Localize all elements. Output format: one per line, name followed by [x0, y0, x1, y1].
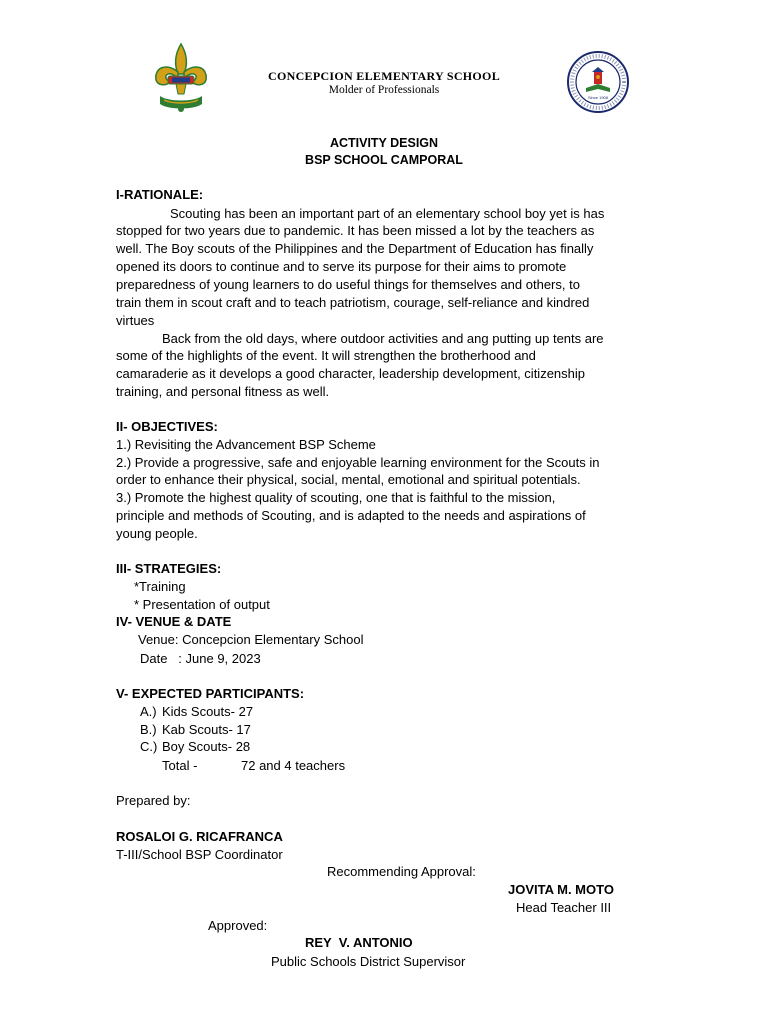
preparer-name: ROSALOI G. RICAFRANCA — [116, 829, 283, 844]
recommender-name: JOVITA M. MOTO — [508, 882, 614, 897]
school-seal-logo — [566, 50, 630, 114]
rationale-heading: I-RATIONALE: — [116, 187, 204, 202]
objectives-heading: II- OBJECTIVES: — [116, 419, 218, 434]
rationale-line: Scouting has been an important part of an elementary school boy yet is has — [170, 206, 605, 221]
rationale-line: opened its doors to continue and to serve its purpose for their aims to promote — [116, 259, 567, 274]
recommending-approval-label: Recommending Approval: — [327, 864, 476, 879]
rationale-line: camaraderie as it develops a good character, leadership development, citizenship — [116, 366, 585, 381]
objective-line: young people. — [116, 526, 198, 541]
venue-line: Venue: Concepcion Elementary School — [138, 632, 364, 647]
objective-line: principle and methods of Scouting, and is adapted to the needs and aspirations of — [116, 508, 586, 523]
document-subtitle: BSP SCHOOL CAMPORAL — [305, 153, 463, 167]
participants-heading: V- EXPECTED PARTICIPANTS: — [116, 686, 305, 701]
rationale-line: training, and personal fitness as well. — [116, 384, 330, 399]
total-label: Total - — [162, 758, 198, 773]
svg-text:Since 1908: Since 1908 — [587, 95, 609, 100]
rationale-line: some of the highlights of the event. It will strengthen the brotherhood and — [116, 348, 536, 363]
participant-item: Kab Scouts- 17 — [162, 722, 251, 737]
strategy-item: * Presentation of output — [134, 597, 270, 612]
strategy-item: *Training — [134, 579, 186, 594]
rationale-line: preparedness of young learners to do useful things for themselves and others, to — [116, 277, 580, 292]
school-motto: Molder of Professionals — [328, 84, 440, 96]
rationale-line: well. The Boy scouts of the Philippines and the Department of Education has finally — [116, 241, 594, 256]
approver-name: REY V. ANTONIO — [305, 935, 413, 950]
rationale-line: train them in scout craft and to teach patriotism, courage, self-reliance and kindred — [116, 295, 590, 310]
approver-title: Public Schools District Supervisor — [271, 954, 466, 969]
school-name: CONCEPCION ELEMENTARY SCHOOL — [268, 69, 500, 83]
participant-item: Boy Scouts- 28 — [162, 739, 251, 754]
preparer-title: T-III/School BSP Coordinator — [116, 847, 283, 862]
recommender-title: Head Teacher III — [516, 900, 612, 915]
participant-item: Kids Scouts- 27 — [162, 704, 254, 719]
objective-line: 1.) Revisiting the Advancement BSP Scheme — [116, 437, 376, 452]
objective-line: 2.) Provide a progressive, safe and enjoyable learning environment for the Scouts in — [116, 455, 600, 470]
prepared-by-label: Prepared by: — [116, 793, 191, 808]
total-value: 72 and 4 teachers — [241, 758, 346, 773]
date-line: Date : June 9, 2023 — [140, 651, 261, 666]
rationale-line: virtues — [116, 313, 155, 328]
strategies-heading: III- STRATEGIES: — [116, 561, 222, 576]
rationale-line: stopped for two years due to pandemic. It has been missed a lot by the teachers as — [116, 223, 595, 238]
venue-heading: IV- VENUE & DATE — [116, 614, 232, 629]
objective-line: 3.) Promote the highest quality of scouting, one that is faithful to the mission, — [116, 490, 556, 505]
rationale-line: Back from the old days, where outdoor activities and ang putting up tents are — [162, 331, 604, 346]
participant-letter: C.) — [140, 739, 158, 754]
approved-label: Approved: — [208, 918, 268, 933]
document-title: ACTIVITY DESIGN — [329, 136, 439, 150]
participant-letter: B.) — [140, 722, 157, 737]
objective-line: order to enhance their physical, social, mental, emotional and spiritual potentials. — [116, 472, 581, 487]
participant-letter: A.) — [140, 704, 157, 719]
